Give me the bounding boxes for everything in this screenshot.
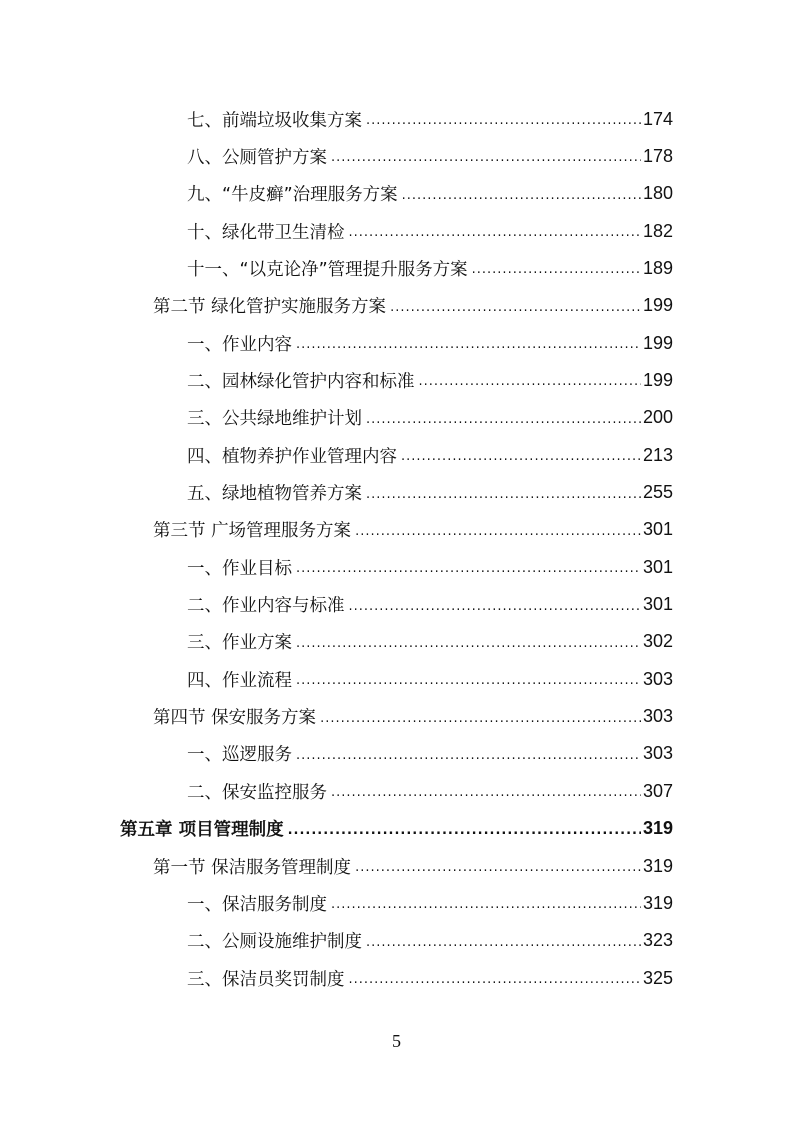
toc-section[interactable] bbox=[153, 849, 673, 883]
toc-item[interactable] bbox=[187, 924, 673, 958]
toc-page-number: 319 bbox=[642, 892, 673, 913]
toc-page-number: 302 bbox=[642, 631, 673, 652]
toc-title: 第五章 项目管理制度 bbox=[120, 820, 284, 841]
toc-page-number: 303 bbox=[642, 743, 673, 764]
toc-page-number: 213 bbox=[642, 444, 673, 465]
toc-item[interactable] bbox=[187, 139, 673, 173]
toc-page-number: 174 bbox=[642, 108, 673, 129]
toc-leader-dots bbox=[296, 748, 641, 771]
toc-title: 第二节 绿化管护实施服务方案 bbox=[153, 297, 387, 318]
toc-item[interactable] bbox=[187, 438, 673, 472]
toc-item[interactable] bbox=[187, 550, 673, 584]
toc-page-number: 199 bbox=[642, 332, 673, 353]
toc-section[interactable] bbox=[153, 513, 673, 547]
toc-page-number: 199 bbox=[642, 369, 673, 390]
toc-leader-dots bbox=[296, 673, 641, 696]
toc-page-number: 180 bbox=[642, 183, 673, 204]
toc-leader-dots bbox=[366, 935, 641, 958]
toc-leader-dots bbox=[349, 599, 641, 622]
toc-leader-dots bbox=[320, 711, 641, 734]
toc-page-number: 303 bbox=[642, 706, 673, 727]
toc-page-number: 255 bbox=[642, 482, 673, 502]
toc-title: 五、绿地植物管养方案 bbox=[187, 484, 362, 504]
toc-title: 第三节 广场管理服务方案 bbox=[153, 521, 352, 542]
toc-title: 四、植物养护作业管理内容 bbox=[187, 446, 397, 467]
toc-item[interactable] bbox=[187, 363, 673, 397]
toc-leader-dots bbox=[331, 897, 641, 920]
toc-leader-dots bbox=[366, 412, 641, 435]
toc-page-number: 303 bbox=[642, 668, 673, 689]
toc-title: 二、作业内容与标准 bbox=[187, 596, 345, 617]
toc-title: 八、公厕管护方案 bbox=[187, 147, 327, 168]
toc-page-number: 200 bbox=[642, 407, 673, 428]
toc-title: 第一节 保洁服务管理制度 bbox=[153, 857, 352, 878]
toc-page-number: 199 bbox=[642, 295, 673, 316]
toc-item[interactable] bbox=[187, 401, 673, 435]
toc-page-number: 301 bbox=[642, 519, 673, 540]
toc-leader-dots bbox=[472, 262, 641, 285]
toc-item[interactable] bbox=[187, 774, 673, 808]
toc-page-number: 301 bbox=[642, 556, 673, 577]
toc-title: 第四节 保安服务方案 bbox=[153, 708, 317, 729]
toc-section[interactable] bbox=[153, 700, 673, 734]
toc-title: 二、园林绿化管护内容和标准 bbox=[187, 371, 415, 392]
toc-leader-dots bbox=[366, 487, 641, 510]
toc-item[interactable] bbox=[187, 102, 673, 136]
toc-title: 一、作业内容 bbox=[187, 334, 292, 355]
toc-leader-dots bbox=[296, 636, 641, 659]
toc-leader-dots bbox=[349, 972, 641, 995]
toc-title: 一、巡逻服务 bbox=[187, 745, 292, 766]
toc-page-number: 325 bbox=[642, 967, 673, 988]
toc-item[interactable] bbox=[187, 177, 673, 211]
toc-title: 四、作业流程 bbox=[187, 670, 292, 691]
toc-item[interactable] bbox=[187, 737, 673, 771]
toc-title: 一、保洁服务制度 bbox=[187, 894, 327, 915]
toc-title: 七、前端垃圾收集方案 bbox=[187, 110, 362, 131]
toc-leader-dots bbox=[355, 524, 641, 547]
toc-leader-dots bbox=[331, 150, 641, 173]
toc-page-number: 323 bbox=[642, 930, 673, 951]
toc-page-number: 182 bbox=[642, 220, 673, 241]
toc-leader-dots bbox=[355, 860, 641, 883]
toc-item[interactable] bbox=[187, 326, 673, 360]
toc-leader-dots bbox=[419, 374, 641, 397]
toc-title: 二、保安监控服务 bbox=[187, 782, 327, 803]
toc-item[interactable] bbox=[187, 214, 673, 248]
toc-title: 三、作业方案 bbox=[187, 633, 292, 654]
toc-page-number: 178 bbox=[642, 145, 673, 166]
toc-leader-dots bbox=[349, 225, 641, 248]
toc-leader-dots bbox=[390, 300, 641, 323]
toc-title: 三、保洁员奖罚制度 bbox=[187, 969, 345, 990]
toc-title: 三、公共绿地维护计划 bbox=[187, 409, 362, 430]
page-number: 5 bbox=[392, 1031, 401, 1051]
toc-item[interactable] bbox=[187, 886, 673, 920]
toc-item[interactable] bbox=[187, 476, 673, 510]
toc-title: 十一、“以克论净”管理提升服务方案 bbox=[187, 259, 468, 280]
toc-title: 九、“牛皮癣”治理服务方案 bbox=[187, 185, 398, 206]
toc-title: 十、绿化带卫生清检 bbox=[187, 222, 345, 243]
toc-page-number: 189 bbox=[642, 257, 673, 278]
toc-leader-dots bbox=[331, 785, 641, 808]
toc-leader-dots bbox=[366, 113, 641, 136]
toc-page-number: 319 bbox=[642, 855, 673, 876]
toc-page-number: 301 bbox=[642, 594, 673, 615]
toc-leader-dots bbox=[296, 337, 641, 360]
toc-section[interactable] bbox=[153, 289, 673, 323]
toc-title: 一、作业目标 bbox=[187, 558, 292, 579]
toc-leader-dots bbox=[296, 561, 641, 584]
toc-chapter[interactable] bbox=[120, 812, 673, 846]
toc-item[interactable] bbox=[187, 625, 673, 659]
toc-page-number: 319 bbox=[642, 818, 673, 839]
toc-item[interactable] bbox=[187, 662, 673, 696]
toc-leader-dots bbox=[401, 449, 641, 472]
toc-leader-dots bbox=[402, 188, 641, 211]
toc-title: 二、公厕设施维护制度 bbox=[187, 932, 362, 953]
toc-item[interactable] bbox=[187, 961, 673, 995]
toc-page-number: 307 bbox=[642, 780, 673, 801]
toc-item[interactable] bbox=[187, 588, 673, 622]
toc-leader-dots bbox=[288, 823, 641, 846]
toc-item[interactable] bbox=[187, 251, 673, 285]
